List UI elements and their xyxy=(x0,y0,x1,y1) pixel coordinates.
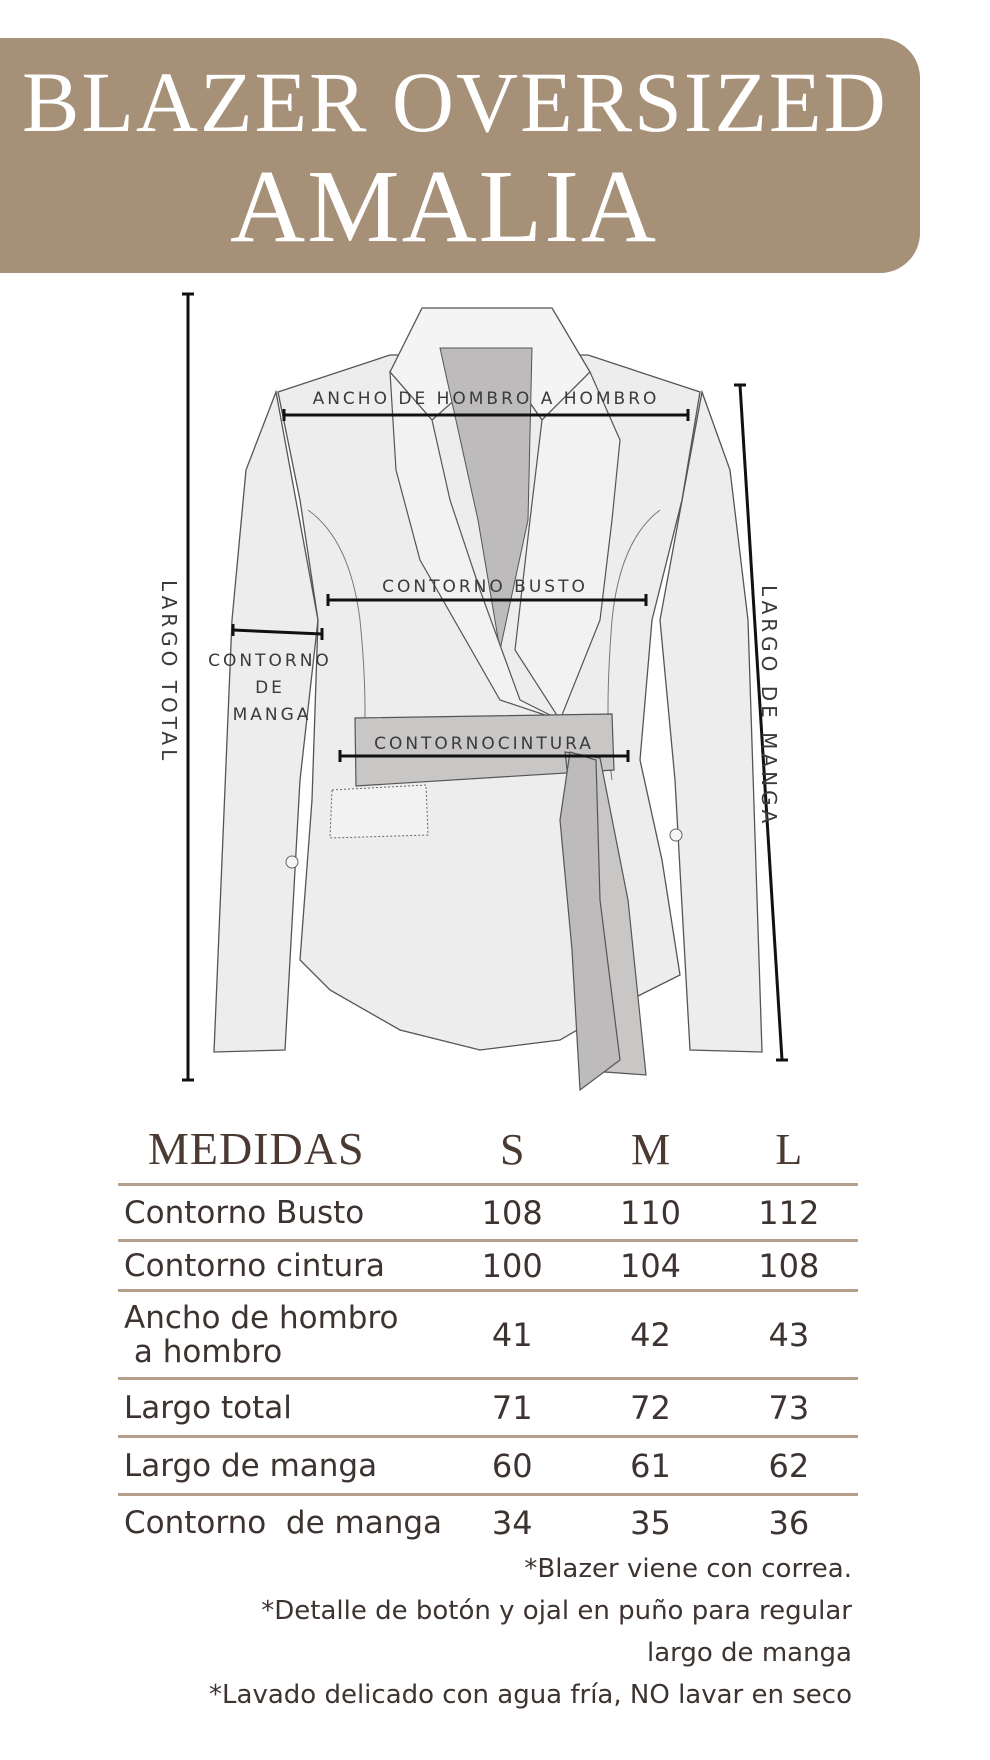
cell-s: 34 xyxy=(443,1495,581,1551)
left-cuff-button xyxy=(286,856,298,868)
size-l: L xyxy=(775,1125,803,1174)
note-line: *Lavado delicado con agua fría, NO lavar en seco xyxy=(209,1680,852,1710)
cell-m: 35 xyxy=(581,1495,719,1551)
cell-m: 61 xyxy=(581,1437,719,1495)
cell-m: 104 xyxy=(581,1241,719,1291)
total-length-label: LARGO TOTAL xyxy=(157,580,181,765)
row-label xyxy=(118,1291,443,1379)
row-label: Contorno Busto xyxy=(118,1185,443,1241)
table-row xyxy=(118,1495,858,1551)
cell-s: 60 xyxy=(443,1437,581,1495)
shoulder-label: ANCHO DE HOMBRO A HOMBRO xyxy=(312,389,660,409)
cell-l: 36 xyxy=(720,1495,858,1551)
note-line: *Detalle de botón y ojal en puño para regular xyxy=(261,1596,852,1626)
size-table xyxy=(118,1102,858,1551)
table-heading: MEDIDAS xyxy=(148,1123,365,1174)
cell-m: 110 xyxy=(581,1185,719,1241)
row-label: Contorno cintura xyxy=(118,1241,443,1291)
note-line: *Blazer viene con correa. xyxy=(524,1554,852,1584)
page-title-line2: AMALIA xyxy=(230,149,658,264)
sleeve-length-label: LARGO DE MANGA xyxy=(757,585,781,828)
pocket xyxy=(330,785,428,838)
row-label: Largo de manga xyxy=(118,1437,443,1495)
bust-label: CONTORNO BUSTO xyxy=(382,577,588,597)
row-label-line2: a hombro xyxy=(124,1333,283,1370)
cell-m: 42 xyxy=(581,1291,719,1379)
cell-s: 108 xyxy=(443,1185,581,1241)
table-row xyxy=(118,1185,858,1241)
table-row xyxy=(118,1437,858,1495)
size-m: M xyxy=(630,1125,671,1174)
table-row xyxy=(118,1241,858,1291)
note-line: largo de manga xyxy=(646,1638,852,1668)
waist-label: CONTORNOCINTURA xyxy=(374,734,594,754)
cuff-label-2: DE xyxy=(255,678,285,698)
row-label-line1: Ancho de hombro xyxy=(124,1299,399,1336)
cell-l: 62 xyxy=(720,1437,858,1495)
cell-l: 73 xyxy=(720,1379,858,1437)
row-label: Contorno de manga xyxy=(118,1495,443,1551)
cell-s: 41 xyxy=(443,1291,581,1379)
cell-l: 108 xyxy=(720,1241,858,1291)
row-label: Largo total xyxy=(118,1379,443,1437)
table-row xyxy=(118,1379,858,1437)
table-row xyxy=(118,1291,858,1379)
care-notes xyxy=(209,1548,852,1716)
size-s: S xyxy=(499,1125,525,1174)
cell-s: 100 xyxy=(443,1241,581,1291)
cuff-label-1: CONTORNO xyxy=(208,651,332,671)
cell-m: 72 xyxy=(581,1379,719,1437)
cell-s: 71 xyxy=(443,1379,581,1437)
page-title-line1: BLAZER OVERSIZED xyxy=(22,54,888,150)
cell-l: 112 xyxy=(720,1185,858,1241)
right-cuff-button xyxy=(670,829,682,841)
cell-l: 43 xyxy=(720,1291,858,1379)
blazer-diagram xyxy=(0,280,990,1100)
size-table-header xyxy=(118,1102,858,1185)
cuff-label-3: MANGA xyxy=(232,705,312,725)
